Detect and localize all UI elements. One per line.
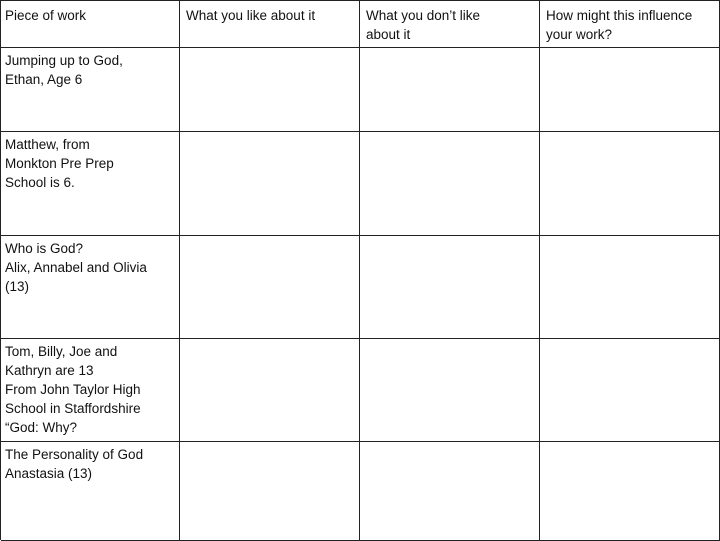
- piece-cell-2: [1, 132, 180, 236]
- header-dislike-label-2: about it: [366, 27, 411, 42]
- header-like-label: What you like about it: [186, 8, 316, 23]
- header-piece-of-work: [1, 1, 180, 48]
- header-dislike-label-1: What you don’t like: [366, 8, 481, 23]
- piece-line: The Personality of God: [5, 447, 144, 462]
- like-cell-3[interactable]: [180, 236, 360, 339]
- piece-line: Jumping up to God,: [5, 53, 123, 68]
- piece-line: From John Taylor High: [5, 382, 141, 397]
- header-influence-label-1: How might this influence: [546, 8, 693, 23]
- piece-cell-5: [1, 442, 180, 541]
- piece-line: Matthew, from: [5, 137, 90, 152]
- dislike-cell-1[interactable]: [360, 48, 540, 132]
- piece-line: Alix, Annabel and Olivia: [5, 260, 147, 275]
- piece-line: Tom, Billy, Joe and: [5, 344, 118, 359]
- piece-cell-4: [1, 339, 180, 442]
- piece-line: Kathryn are 13: [5, 363, 94, 378]
- influence-cell-4[interactable]: [540, 339, 720, 442]
- piece-line: Who is God?: [5, 241, 84, 256]
- like-cell-5[interactable]: [180, 442, 360, 541]
- piece-cell-1: [1, 48, 180, 132]
- dislike-cell-4[interactable]: [360, 339, 540, 442]
- dislike-cell-2[interactable]: [360, 132, 540, 236]
- dislike-cell-5[interactable]: [360, 442, 540, 541]
- piece-line: School is 6.: [5, 175, 75, 190]
- like-cell-4[interactable]: [180, 339, 360, 442]
- header-piece-label: Piece of work: [5, 8, 87, 23]
- influence-cell-1[interactable]: [540, 48, 720, 132]
- piece-line: (13): [5, 279, 30, 294]
- header-what-you-dont-like: [360, 1, 540, 48]
- header-influence-label-2: your work?: [546, 27, 613, 42]
- piece-line: Monkton Pre Prep: [5, 156, 114, 171]
- header-what-you-like: [180, 1, 360, 48]
- influence-cell-3[interactable]: [540, 236, 720, 339]
- piece-line: Ethan, Age 6: [5, 72, 83, 87]
- dislike-cell-3[interactable]: [360, 236, 540, 339]
- piece-cell-3: [1, 236, 180, 339]
- like-cell-1[interactable]: [180, 48, 360, 132]
- header-influence: [540, 1, 720, 48]
- piece-line: Anastasia (13): [5, 466, 93, 481]
- piece-line: School in Staffordshire: [5, 401, 141, 416]
- like-cell-2[interactable]: [180, 132, 360, 236]
- influence-cell-2[interactable]: [540, 132, 720, 236]
- influence-cell-5[interactable]: [540, 442, 720, 541]
- piece-line: “God: Why?: [5, 420, 78, 435]
